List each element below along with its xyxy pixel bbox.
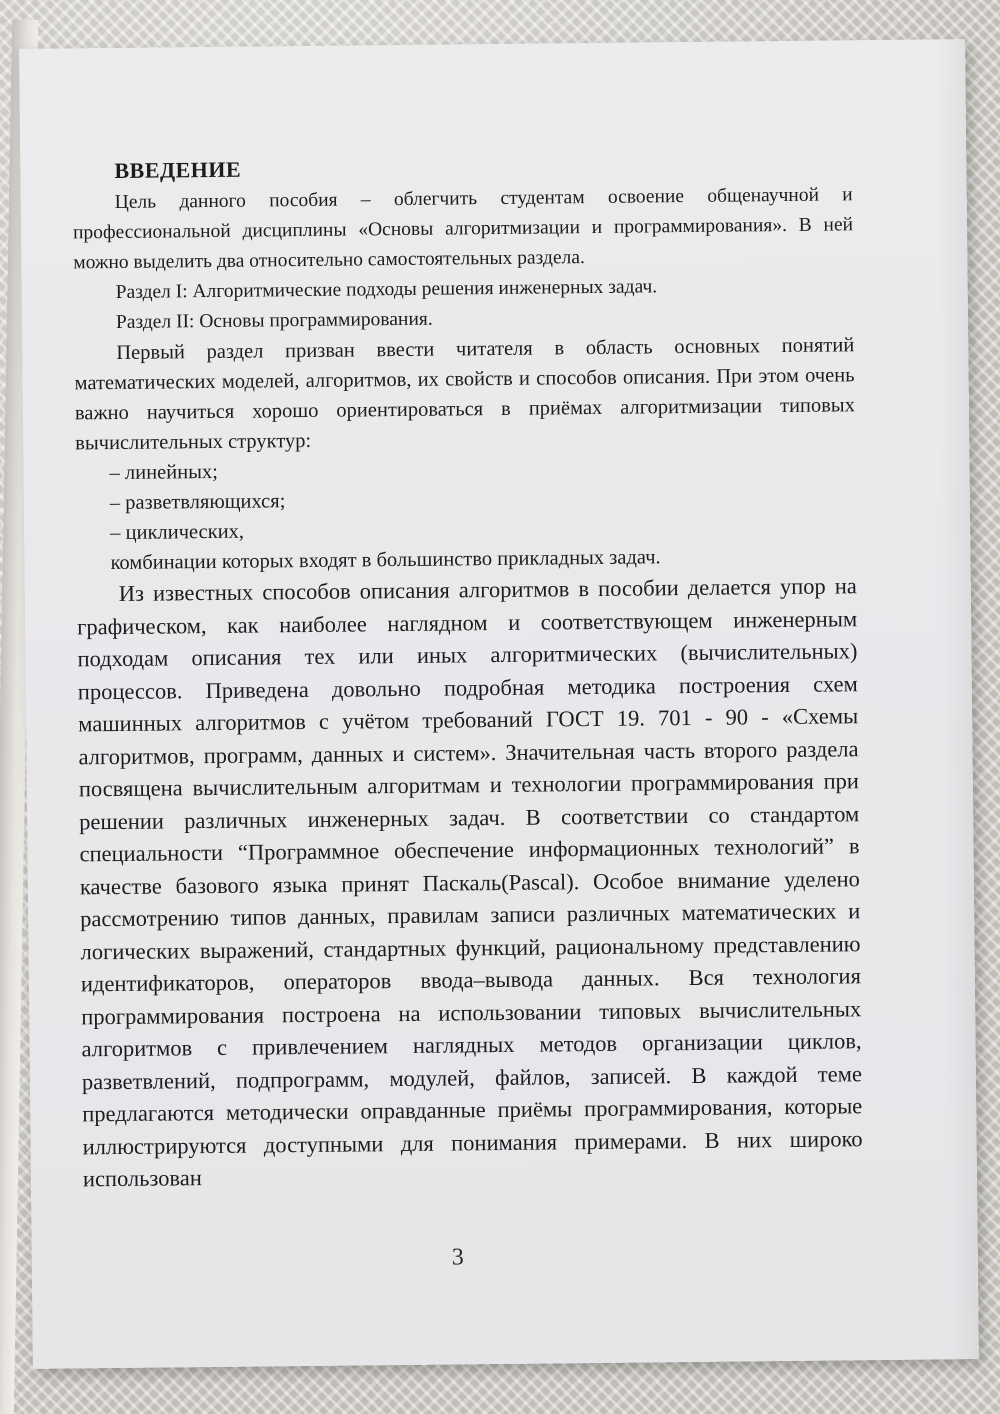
list-conclusion: комбинации которых входят в большинство прикладных задач. [110,546,661,575]
intro-paragraph: Цель данного пособия – облегчить студентам освоение общенаучной и профессиональной дисциплины «Основы алгоритмизации и программирования». В ней можно выделить два относительно самостоятельных раздела. [72,184,854,274]
page-number: 3 [451,1244,464,1271]
section-one-line: Раздел I: Алгоритмические подходы решения инженерных задач. [115,276,658,303]
main-paragraph: Из известных способов описания алгоритмов в пособии делается упор на графическом, как наиболее наглядном и соответствующем инженерным подходам описания тех или иных алгоритмических (вычислительных) процессов. Приведена довольно подробная методика построения схем машинных алгоритмов с учётом требований ГОСТ 19. 701 - 90 - «Схемы алгоритмов, программ, данных и систем». Значительная часть второго раздела посвящена вычислительным алгоритмам и технологии программирования при решении различных инженерных задач. В соответствии со стандартом специальности “Программное обеспечение информационных технологий” в качестве базового языка принят Паскаль(Pascal). Особое внимание уделено рассмотрению типов данных, правилам записи различных математических и логических выражений, стандартных функций, рациональному представлению идентификаторов, операторов ввода–вывода данных. Вся технология программирования построена на использовании типовых вычислительных алгоритмов с привлечением наглядных методов организации циклов, разветвлений, подпрограмм, модулей, файлов, записей. В каждой теме предлагаются методически оправданные приёмы программирования, которые иллюстрируются доступными для понимания примерами. В них широко использован [77,573,863,1192]
first-section-paragraph: Первый раздел призван ввести читателя в область основных понятий математических моделей, алгоритмов, их свойств и способов описания. При этом очень важно научиться хорошо ориентироваться в приёмах алгоритмизации типовых вычислительных структур: [74,334,856,455]
page-shadow [935,39,979,1359]
list-item-cyclic: – циклических, [110,520,245,545]
section-heading: ВВЕДЕНИЕ [114,156,242,183]
book-page [19,39,979,1369]
page-text [72,150,863,1196]
list-item-branching: – разветвляющихся; [109,490,286,515]
section-two-line: Раздел II: Основы программирования. [115,308,433,333]
list-item-linear: – линейных; [109,460,218,485]
